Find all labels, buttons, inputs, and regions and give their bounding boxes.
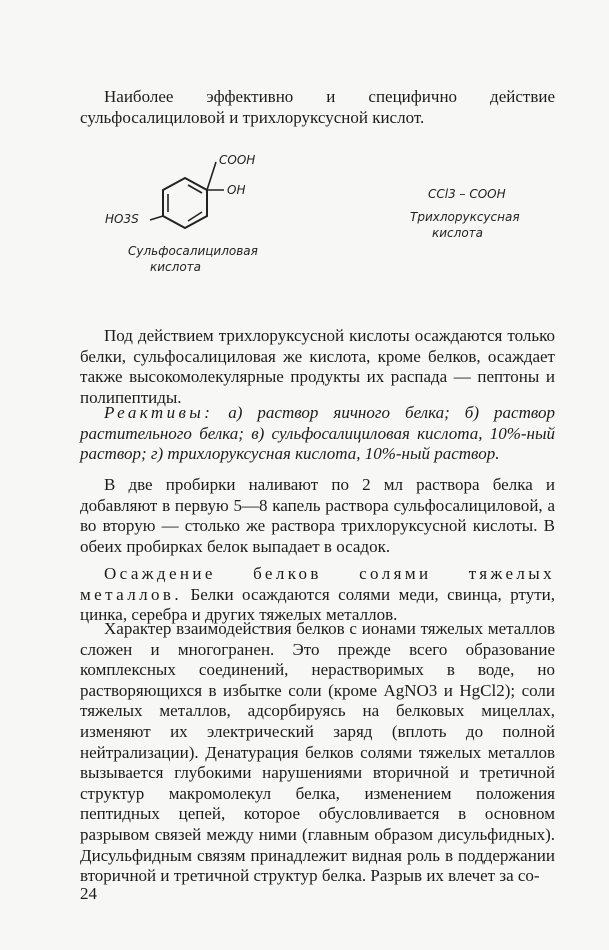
tca-name-line2: кислота	[432, 226, 483, 240]
heavy-metals-text: Белки осаждаются солями меди, свинца, ртути, цинка, серебра и других тяжелых металлов.	[80, 584, 556, 625]
reagents-paragraph	[80, 403, 555, 465]
tca-name-line1: Трихлоруксусная	[410, 210, 520, 224]
paragraph-heavy-metals	[80, 564, 555, 626]
tca-formula: CCl3 – COOH	[428, 187, 506, 201]
paragraph-interaction: Характер взаимодействия белков с ионами тяжелых металлов сложен и многогранен. Это прежде всего образование комплексных соединений, нерастворимых в воде, но растворяющихся в избытке соли (кроме AgNO3 и HgCl2); соли тяжелых металлов, адсорбируясь на белковых мицеллах, изменяют их электрический заряд (вплоть до полной нейтрализации). Денатурация белков солями тяжелых металлов вызывается глубокими нарушениями вторичной и третичной структур макромолекул белка, изменением положения пептидных цепей, которое обусловливается в основном разрывом связей между ними (главным образом дисульфидных). Дисульфидным связям принадлежит видная роль в поддержании вторичной и третичной структур белка. Разрыв их влечет за со-	[80, 619, 555, 886]
intro-paragraph: Наиболее эффективно и специфично действие сульфосалициловой и трихлоруксусной кислот.	[80, 87, 555, 127]
sulfosalicylic-name-line2: кислота	[150, 260, 201, 274]
cooh-group-label: COOH	[219, 153, 256, 167]
paragraph-precipitation: Под действием трихлоруксусной кислоты осаждаются только белки, сульфосалициловая же кислота, кроме белков, осаждает также высокомолекулярные продукты их распада — пептоны и полипептиды.	[80, 326, 555, 407]
paragraph-procedure: В две пробирки наливают по 2 мл раствора белка и добавляют в первую 5—8 капель раствора сульфосалициловой, а во вторую — столько же раствора трихлоруксусной кислоты. В обеих пробирках белок выпадает в осадок.	[80, 475, 555, 556]
ho3s-group-label: HO3S	[105, 212, 139, 226]
sulfosalicylic-acid-structure	[100, 150, 230, 250]
oh-group-label: OH	[227, 183, 246, 197]
page-number: 24	[80, 884, 97, 903]
reagents-text: а) раствор яичного белка; б) раствор растительного белка; в) сульфосалициловая кислота, 10%-ный раствор; г) трихлоруксусная кислота, 10%-ный раствор.	[80, 403, 555, 464]
sulfosalicylic-name-line1: Сульфосалициловая	[128, 244, 258, 258]
section-heading-heavy-metals: Осаждение белков солями тяжелых металлов.	[80, 564, 555, 604]
reagents-label: Реактивы:	[104, 403, 214, 422]
